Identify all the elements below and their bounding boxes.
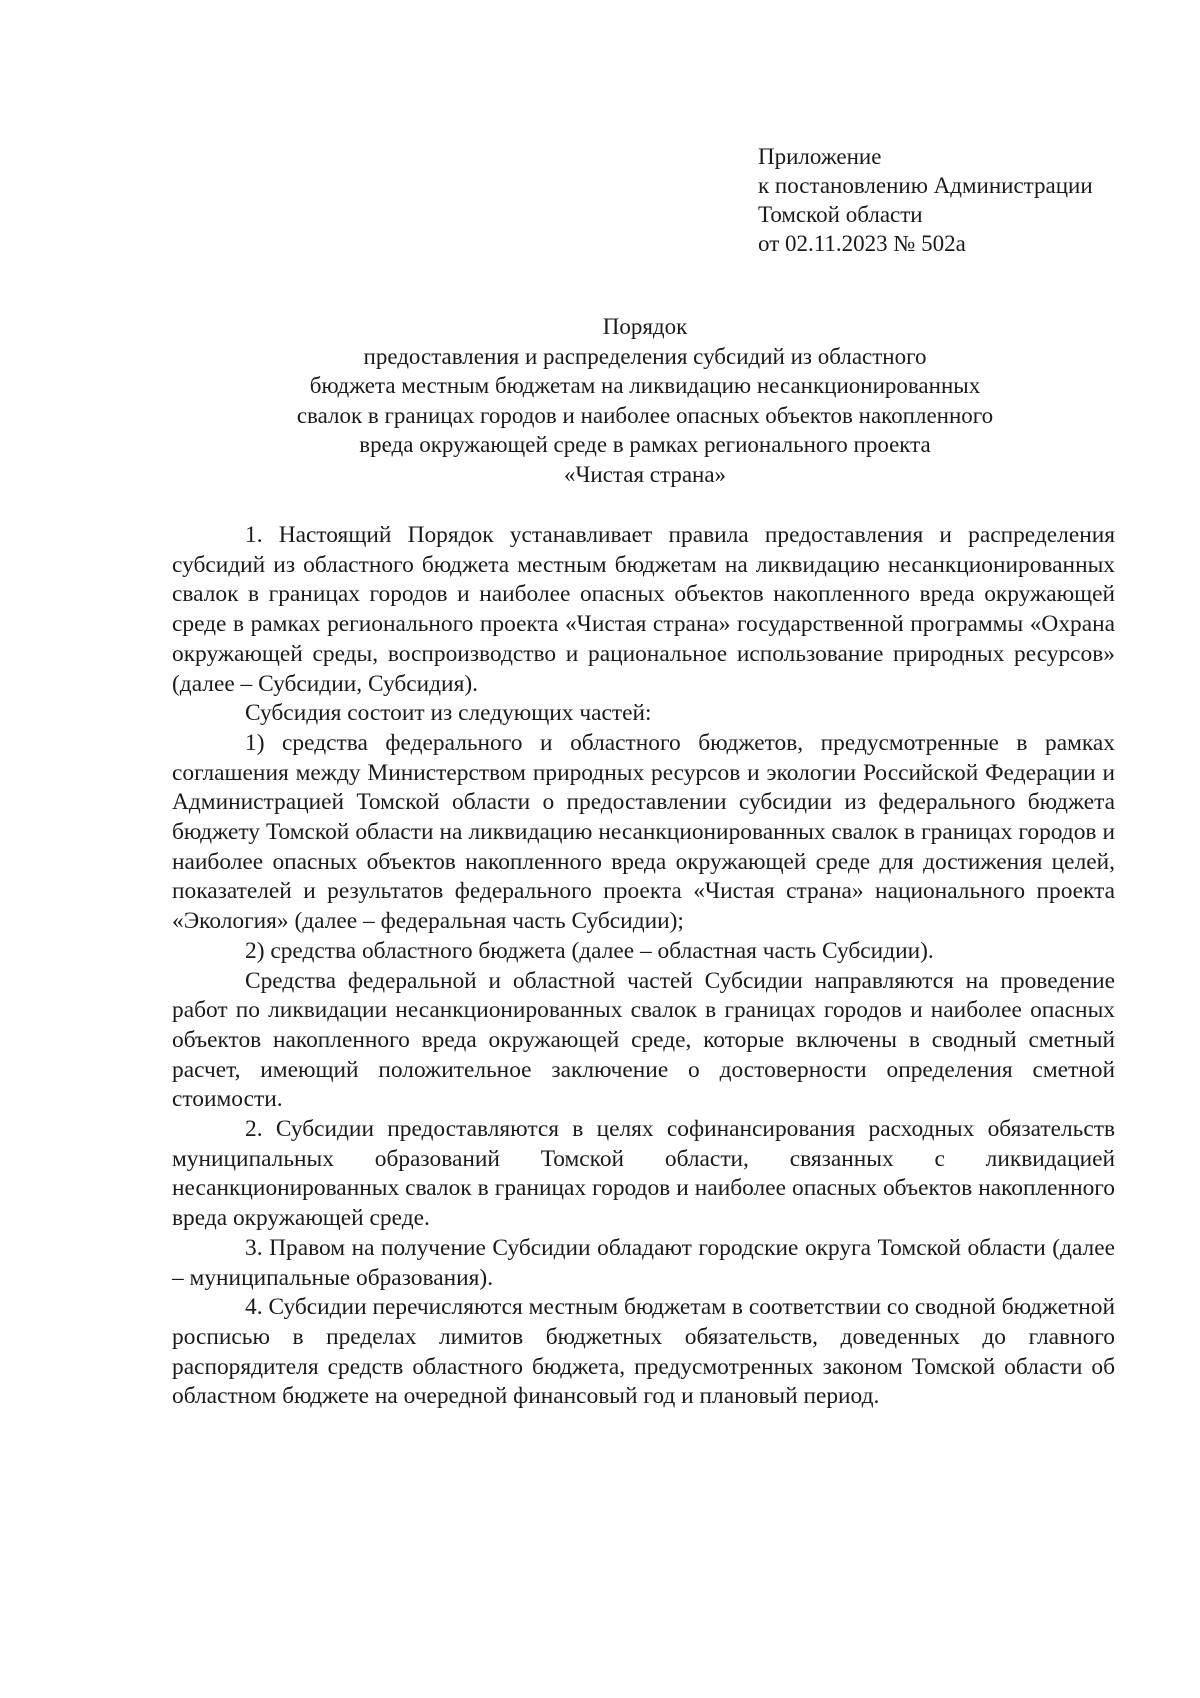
title-line: «Чистая страна» <box>563 461 727 487</box>
document-body <box>172 521 1115 1412</box>
appendix-line: Томской области <box>758 202 923 227</box>
document-title <box>175 312 1115 489</box>
paragraph-regional-part: 2) средства областного бюджета (далее – областная часть Субсидии). <box>245 937 934 964</box>
title-line: бюджета местным бюджетам на ликвидацию несанкционированных <box>309 373 981 398</box>
title-line: вреда окружающей среде в рамках регионального проекта <box>359 432 931 457</box>
paragraph-3: 3. Правом на получение Субсидии обладают городские округа Томской области (далее – муниципальные образования). <box>172 1234 1115 1291</box>
appendix-line: к постановлению Администрации <box>758 173 1093 198</box>
appendix-header <box>758 142 1158 258</box>
appendix-date-number: от 02.11.2023 № 502а <box>758 231 966 256</box>
paragraph-funds-direction: Средства федеральной и областной частей Субсидии направляются на проведение работ по ликвидации несанкционированных свалок в границах городов и наиболее опасных объектов накопленного вреда окружающей среде, которые включены в сводный сметный расчет, имеющий положительное заключение о достоверности определения сметной стоимости. <box>172 967 1115 1113</box>
paragraph-2: 2. Субсидии предоставляются в целях софинансирования расходных обязательств муниципальных образований Томской области, связанных с ликвидацией несанкционированных свалок в границах городов и наиболее опасных объектов накопленного вреда окружающей среде. <box>172 1116 1115 1232</box>
paragraph-1: 1. Настоящий Порядок устанавливает правила предоставления и распределения субсидий из областного бюджета местным бюджетам на ликвидацию несанкционированных свалок в границах городов и наиболее опасных объектов накопленного вреда окружающей среде в рамках регионального проекта «Чистая страна» государственной программы «Охрана окружающей среды, воспроизводство и рациональное использование природных ресурсов» (далее – Субсидии, Субсидия). <box>172 522 1115 697</box>
title-line: предоставления и распределения субсидий из областного <box>363 343 927 369</box>
title-heading: Порядок <box>602 314 688 339</box>
title-line: свалок в границах городов и наиболее опасных объектов накопленного <box>296 402 994 428</box>
appendix-line: Приложение <box>758 144 882 169</box>
paragraph-federal-part: 1) средства федерального и областного бюджетов, предусмотренные в рамках соглашения между Министерством природных ресурсов и экологии Российской Федерации и Администрацией Томской области о предоставлении субсидии из федерального бюджета бюджету Томской области на ликвидацию несанкционированных свалок в границах городов и наиболее опасных объектов накопленного вреда окружающей среде для достижения целей, показателей и результатов федерального проекта «Чистая страна» национального проекта «Экология» (далее – федеральная часть Субсидии); <box>172 729 1115 935</box>
paragraph-subsidy-parts: Субсидия состоит из следующих частей: <box>245 700 652 727</box>
paragraph-4: 4. Субсидии перечисляются местным бюджетам в соответствии со сводной бюджетной росписью в пределах лимитов бюджетных обязательств, доведенных до главного распорядителя средств областного бюджета, предусмотренных законом Томской области об областном бюджете на очередной финансовый год и плановый период. <box>172 1294 1115 1410</box>
